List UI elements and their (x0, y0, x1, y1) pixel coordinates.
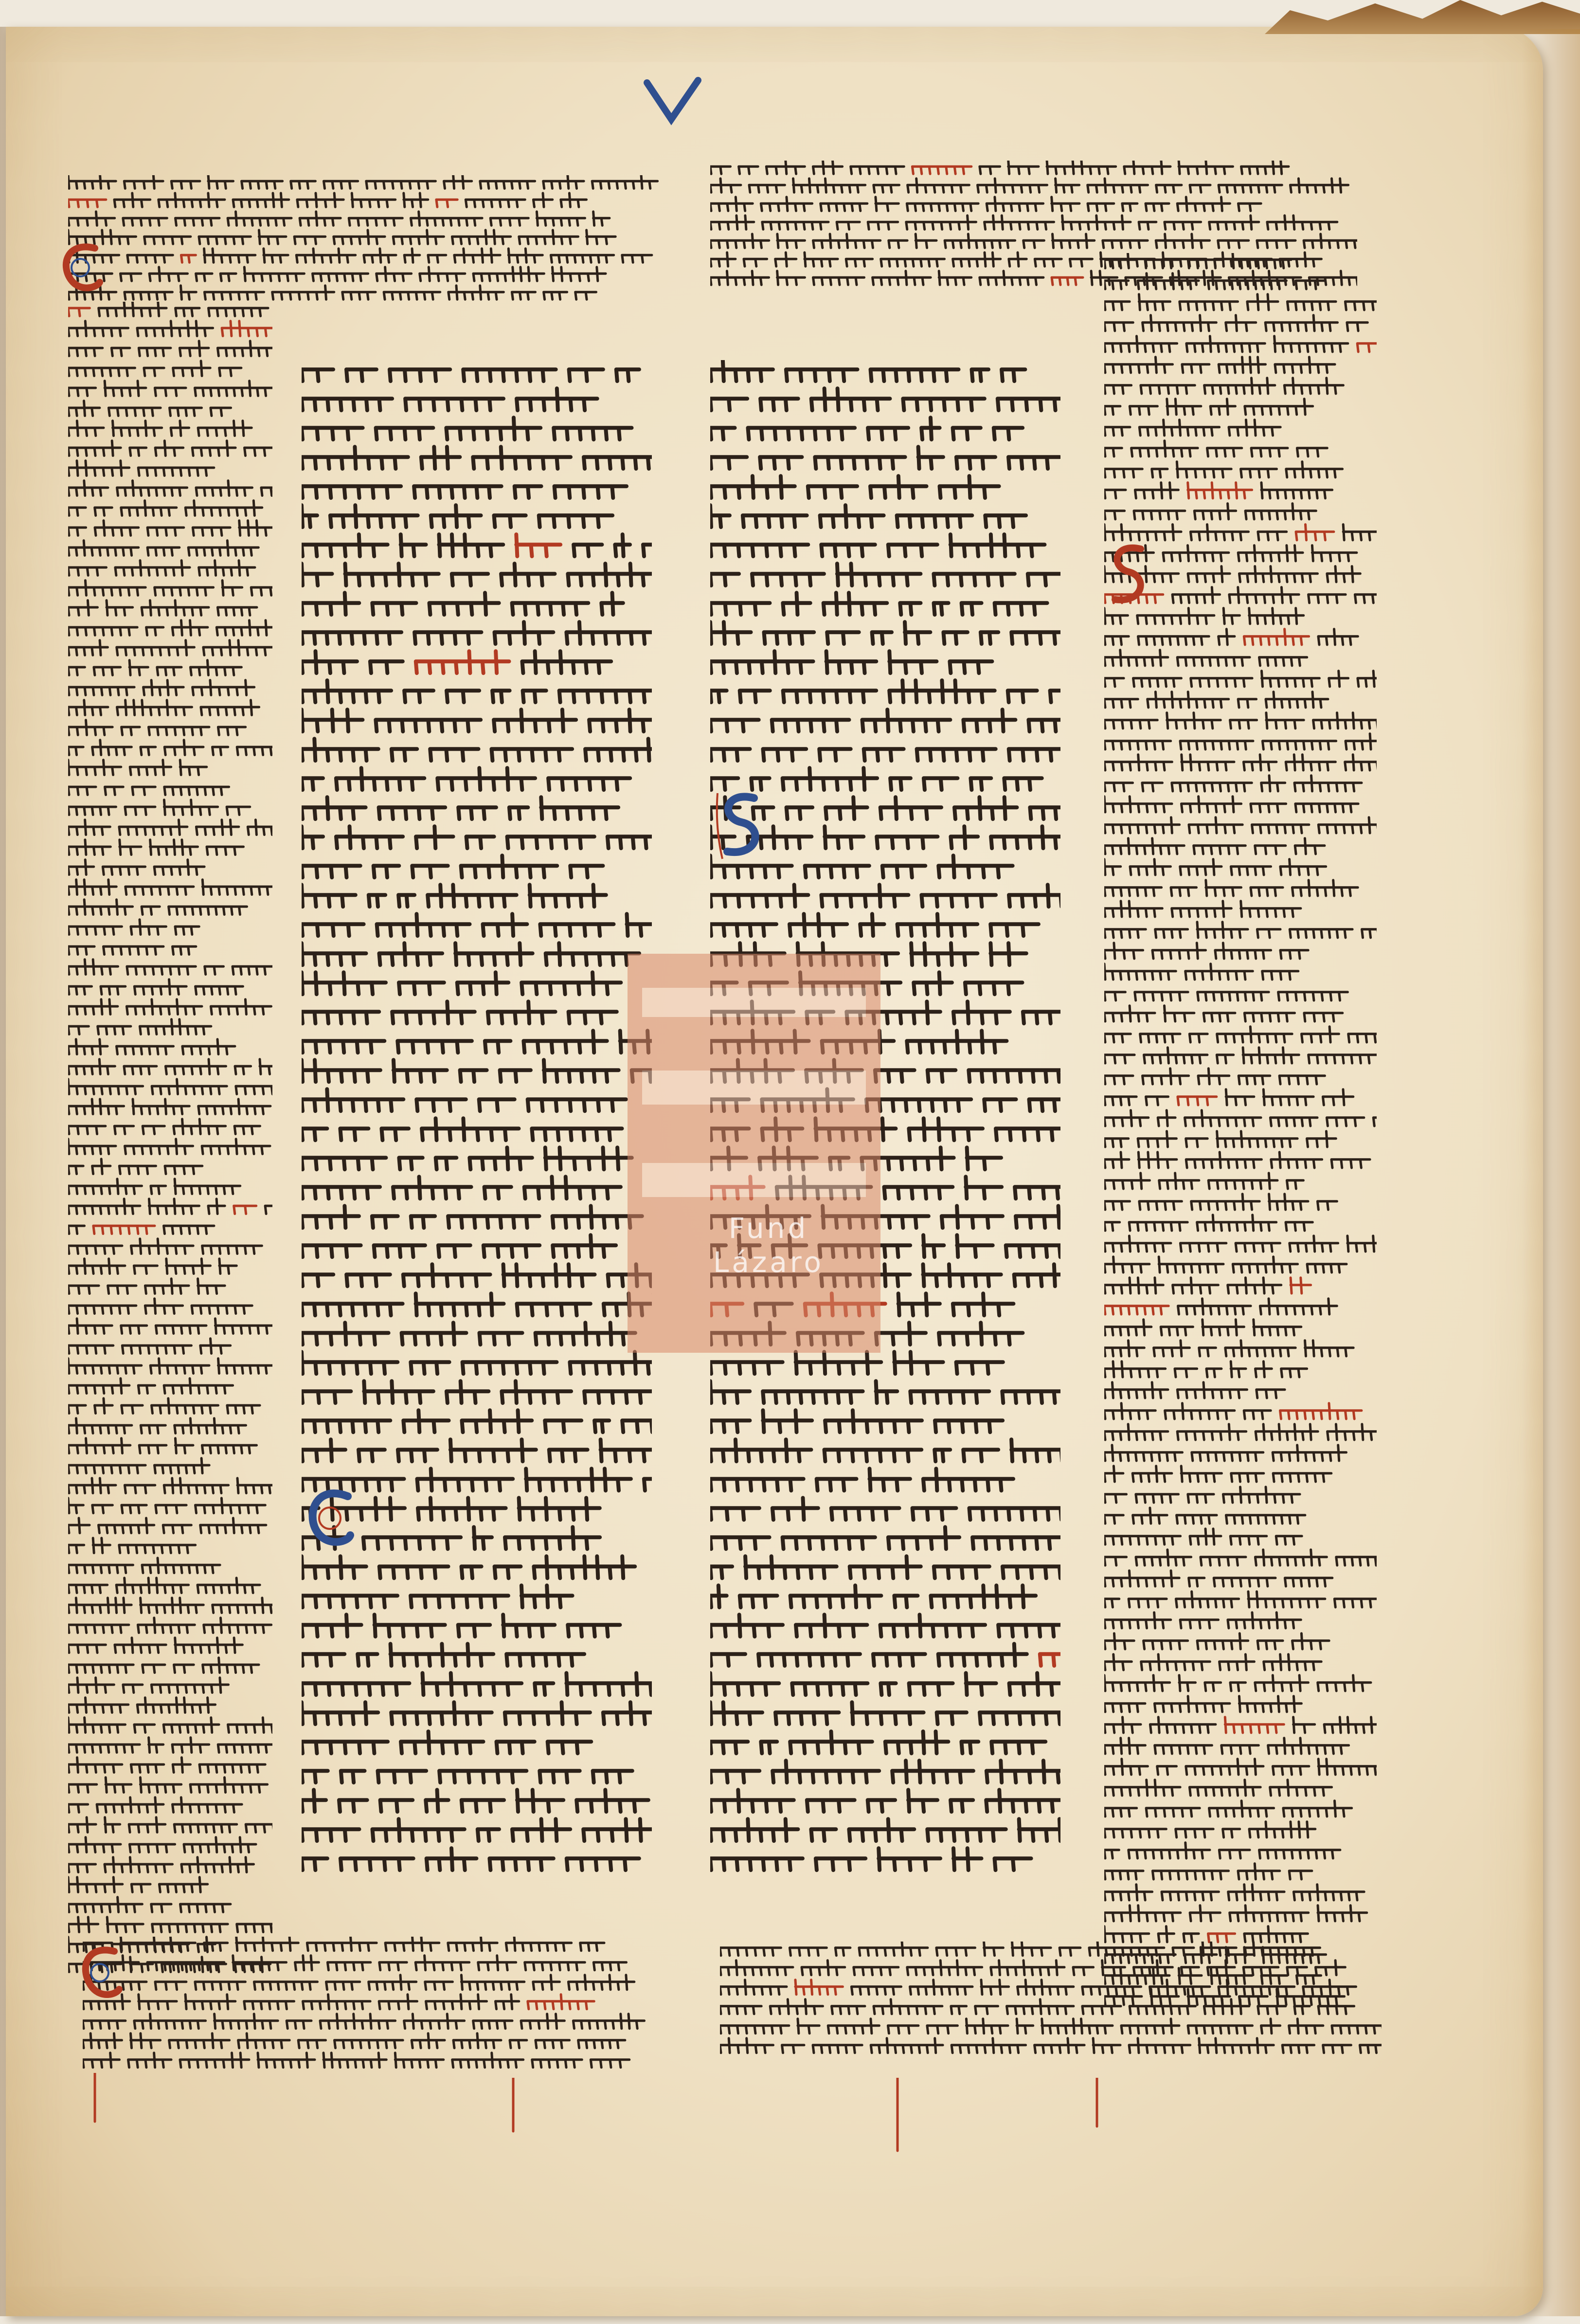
script-line (68, 302, 268, 316)
script-line (68, 980, 243, 995)
script-line (68, 421, 251, 436)
script-line (302, 1089, 626, 1111)
edge-stain (1522, 29, 1580, 2316)
script-line (1104, 734, 1377, 749)
script-line (710, 1527, 1060, 1549)
script-line (1104, 1445, 1347, 1461)
script-line (1104, 1048, 1377, 1063)
script-line (302, 1118, 622, 1140)
script-line (1104, 1906, 1367, 1921)
script-line (68, 481, 272, 496)
script-line (68, 1678, 229, 1693)
script-line (68, 521, 272, 536)
script-line (68, 960, 272, 975)
script-line (710, 1673, 1060, 1695)
script-line (1104, 462, 1343, 477)
script-line (1104, 1466, 1331, 1482)
script-line (1104, 273, 1325, 289)
script-line (68, 1458, 209, 1473)
script-line (68, 1698, 215, 1713)
script-line (302, 1702, 652, 1724)
script-line (1104, 1424, 1377, 1440)
foundation-logo-icon (628, 954, 880, 1353)
script-line (1104, 1571, 1332, 1586)
script-line (710, 1790, 1060, 1812)
script-line (68, 1758, 265, 1773)
script-line (83, 1975, 634, 1990)
script-line (710, 360, 1025, 381)
script-line (302, 914, 652, 936)
script-line (1104, 1403, 1362, 1419)
script-line (302, 1585, 573, 1607)
script-line (68, 1199, 272, 1214)
script-line (1104, 1696, 1301, 1712)
script-line (302, 1323, 635, 1344)
script-line (302, 1673, 652, 1695)
script-line (68, 600, 257, 616)
script-line (1104, 420, 1280, 436)
script-line (1104, 1801, 1352, 1816)
script-line (1104, 1341, 1353, 1356)
decorated-initial-bottom-left (73, 1942, 126, 2005)
script-line (710, 1498, 1060, 1520)
script-line (302, 680, 652, 702)
script-line (68, 175, 658, 188)
script-line (710, 651, 992, 673)
script-line (710, 1352, 1003, 1374)
script-line (68, 193, 587, 207)
script-line (302, 797, 618, 819)
script-line (1104, 1320, 1301, 1335)
script-line (1104, 650, 1307, 666)
script-line (1104, 755, 1377, 770)
script-line (68, 212, 610, 226)
script-line (68, 1059, 272, 1074)
script-line (68, 1498, 265, 1513)
gloss-right-column (1104, 253, 1377, 2015)
decorated-initial-s-right (1104, 540, 1153, 608)
script-line (710, 622, 1060, 644)
script-line (68, 680, 254, 695)
script-line (1104, 608, 1304, 624)
script-line (68, 920, 199, 935)
script-line (1104, 943, 1308, 959)
script-line (1104, 1257, 1347, 1272)
script-line (68, 620, 272, 635)
script-line (1104, 817, 1377, 833)
script-line (83, 2034, 625, 2048)
script-line (68, 860, 204, 875)
script-line (68, 1398, 260, 1414)
script-line (302, 1410, 652, 1432)
script-line (302, 1206, 642, 1228)
script-line (710, 914, 1039, 936)
script-line (1104, 1926, 1308, 1942)
script-line (710, 680, 1060, 702)
script-line (302, 534, 652, 556)
script-line (302, 593, 623, 615)
script-line (710, 161, 1289, 174)
script-line (710, 593, 1047, 615)
script-line (302, 486, 627, 498)
watermark-line-2: Lázaro (713, 1246, 824, 1279)
watermark-line-1: Fund (728, 1212, 809, 1245)
script-line (302, 1790, 648, 1812)
script-line (68, 1917, 272, 1932)
script-line (68, 1718, 272, 1733)
script-line (302, 709, 652, 731)
script-line (68, 1139, 270, 1154)
script-line (710, 768, 1042, 790)
script-line (1104, 525, 1377, 540)
script-line (1104, 1194, 1337, 1210)
gloss-top-left (68, 175, 662, 307)
script-line (83, 2053, 629, 2068)
script-line (302, 768, 630, 790)
script-line (710, 885, 1060, 907)
script-line (68, 660, 241, 675)
script-line (68, 321, 272, 336)
script-line (68, 1438, 257, 1453)
script-line (1104, 1382, 1285, 1398)
script-line (302, 1731, 591, 1753)
script-line (68, 541, 258, 556)
script-line (68, 1379, 233, 1394)
script-line (710, 749, 1060, 761)
script-line (68, 1797, 242, 1813)
script-line (68, 1598, 272, 1613)
script-line (1104, 1173, 1303, 1189)
script-line (1104, 1487, 1300, 1503)
script-line (1104, 1843, 1340, 1858)
script-line (302, 1771, 632, 1782)
line-flourish-4 (88, 2073, 102, 2126)
script-line (710, 1702, 1060, 1724)
script-line (1104, 1822, 1315, 1837)
script-line (1104, 504, 1316, 519)
script-line (68, 1179, 240, 1194)
script-line (68, 401, 231, 416)
script-line (1104, 1299, 1337, 1314)
script-line (302, 885, 606, 907)
script-line (1104, 1654, 1321, 1670)
script-line (1104, 629, 1358, 645)
script-line (68, 900, 247, 915)
script-line (1104, 1634, 1329, 1649)
script-line (68, 1039, 235, 1054)
script-line (1104, 859, 1326, 875)
script-line (68, 501, 262, 516)
script-line (720, 2038, 1382, 2053)
script-line (710, 1819, 1060, 1841)
script-line (1104, 253, 1291, 268)
script-line (1104, 922, 1377, 938)
script-line (1104, 1613, 1301, 1628)
script-line (302, 1177, 621, 1198)
script-line (710, 1644, 1060, 1666)
script-line (1104, 671, 1377, 687)
script-line (68, 267, 606, 281)
script-line (68, 1319, 272, 1334)
script-line (302, 622, 652, 644)
script-line (302, 651, 611, 673)
line-flourish-1 (506, 2078, 521, 2136)
script-line (1104, 901, 1301, 917)
script-line (710, 1381, 1060, 1403)
script-line (710, 1439, 1060, 1461)
script-line (302, 418, 632, 439)
script-line (68, 1618, 271, 1633)
script-line (302, 1235, 616, 1257)
script-line (68, 1877, 208, 1892)
script-line (68, 1239, 262, 1254)
script-line (1104, 378, 1343, 394)
script-line (302, 826, 652, 848)
script-line (68, 341, 272, 356)
script-line (68, 1478, 272, 1493)
script-line (68, 800, 250, 815)
script-line (1104, 1278, 1311, 1293)
script-line (302, 1381, 652, 1403)
script-line (1104, 776, 1362, 791)
script-line (302, 1264, 652, 1286)
script-line (1104, 713, 1377, 728)
script-line (302, 855, 603, 877)
script-line (710, 179, 1348, 193)
decorated-initial-s (715, 788, 769, 861)
script-line (710, 1615, 1060, 1636)
script-line (720, 1980, 1356, 1995)
script-line (710, 1731, 1045, 1753)
script-line (68, 700, 259, 715)
script-line (68, 1019, 211, 1035)
script-line (710, 1556, 1060, 1578)
script-line (302, 1848, 639, 1870)
script-line (68, 1658, 259, 1673)
script-line (68, 381, 272, 396)
script-line (1104, 964, 1298, 980)
script-line (1104, 1738, 1349, 1754)
script-line (68, 640, 272, 655)
script-line (68, 1837, 256, 1852)
script-line (68, 1339, 231, 1354)
script-line (1104, 315, 1367, 331)
script-line (302, 447, 652, 469)
script-line (1104, 1236, 1377, 1252)
script-line (302, 739, 652, 761)
gloss-left-column (68, 302, 272, 1995)
script-line (68, 230, 615, 244)
decorated-initial-top-left (54, 238, 107, 297)
script-line (83, 1995, 594, 2009)
script-line (710, 534, 1044, 556)
folio-mark (642, 73, 705, 127)
script-line (68, 581, 272, 596)
script-line (83, 1937, 604, 1951)
script-line (302, 388, 597, 410)
script-line (68, 1558, 220, 1573)
script-line (710, 563, 1060, 585)
script-line (1104, 1027, 1377, 1042)
script-line (68, 1079, 272, 1094)
script-line (1104, 1529, 1302, 1544)
script-line (302, 1001, 617, 1023)
script-line (1104, 1006, 1343, 1021)
script-line (302, 563, 652, 585)
script-line (1104, 1759, 1377, 1775)
script-line (302, 1556, 635, 1578)
script-line (68, 760, 207, 775)
script-line (302, 943, 639, 965)
script-line (68, 561, 255, 576)
script-line (1104, 1069, 1325, 1084)
script-line (1104, 992, 1347, 1000)
script-line (710, 216, 1337, 230)
script-line (68, 286, 596, 300)
script-line (68, 1418, 246, 1434)
script-line (1104, 1089, 1353, 1105)
script-line (1104, 1550, 1377, 1565)
script-line (1104, 441, 1327, 456)
script-line (1104, 1864, 1312, 1879)
script-line (83, 1956, 627, 1970)
script-line (68, 1817, 272, 1833)
script-line (710, 418, 1023, 439)
script-line (1104, 1592, 1377, 1607)
script-line (710, 1848, 1031, 1870)
script-line (68, 1538, 196, 1553)
script-line (68, 1738, 272, 1753)
script-line (1104, 1131, 1336, 1147)
script-line (1104, 1215, 1312, 1231)
script-line (1104, 1780, 1332, 1796)
script-line (1104, 294, 1377, 310)
decorated-initial-c (302, 1484, 360, 1552)
script-line (68, 1279, 225, 1294)
script-line (1104, 692, 1328, 708)
script-line (1104, 399, 1313, 415)
script-line (1104, 1362, 1307, 1377)
script-line (1104, 1717, 1377, 1733)
script-line (68, 787, 229, 795)
script-line (302, 1439, 652, 1461)
script-line (1104, 1885, 1364, 1900)
script-line (302, 1615, 620, 1636)
script-line (68, 1226, 214, 1234)
script-line (68, 946, 196, 954)
script-line (302, 1031, 652, 1053)
script-line (68, 461, 214, 476)
script-line (302, 972, 621, 994)
script-line (302, 369, 639, 381)
script-line (68, 880, 272, 895)
script-line (83, 2014, 645, 2029)
script-line (720, 2019, 1382, 2034)
script-line (720, 1961, 1345, 1975)
script-line (710, 197, 1261, 211)
script-line (302, 1147, 632, 1169)
script-line (710, 1410, 1003, 1432)
script-line (1104, 838, 1325, 854)
script-line (710, 388, 1060, 410)
script-line (710, 1469, 1013, 1490)
script-line (1104, 1110, 1377, 1126)
script-line (68, 249, 652, 263)
line-flourish-2 (890, 2078, 905, 2156)
script-line (68, 1119, 260, 1134)
script-line (68, 1159, 202, 1174)
script-line (68, 1638, 242, 1653)
gloss-bottom-right (720, 1942, 1382, 2063)
script-line (302, 1644, 584, 1666)
script-line (302, 1819, 652, 1841)
script-line (1104, 880, 1358, 896)
script-line (68, 1897, 231, 1912)
script-line (68, 1099, 270, 1114)
script-line (720, 1999, 1354, 2014)
script-line (68, 840, 244, 855)
script-line (68, 1578, 260, 1593)
script-line (720, 1942, 1320, 1956)
script-line (1104, 1675, 1371, 1691)
script-line (710, 1761, 1060, 1782)
script-line (68, 441, 272, 456)
line-flourish-3 (1090, 2078, 1104, 2131)
script-line (68, 1359, 272, 1374)
script-line (68, 1778, 268, 1793)
script-line (1104, 1152, 1370, 1168)
text-column-a (302, 360, 652, 1888)
script-line (302, 1293, 652, 1315)
script-line (710, 1585, 1036, 1607)
script-line (302, 505, 612, 527)
script-line (68, 1299, 252, 1314)
script-line (68, 1259, 236, 1274)
script-line (68, 1857, 254, 1872)
script-line (1104, 797, 1358, 812)
script-line (68, 1518, 266, 1533)
script-line (1104, 336, 1377, 352)
script-line (710, 447, 1059, 469)
script-line (710, 505, 1026, 527)
script-line (1104, 357, 1335, 373)
script-line (710, 234, 1357, 248)
script-line (1104, 483, 1332, 498)
script-line (710, 709, 1060, 731)
script-line (68, 720, 246, 735)
script-line (68, 740, 272, 755)
script-line (302, 1352, 652, 1374)
script-line (68, 999, 271, 1015)
gloss-bottom-left (83, 1937, 657, 2073)
script-line (302, 1060, 652, 1082)
script-line (1104, 1508, 1305, 1524)
script-line (68, 820, 272, 835)
script-line (710, 476, 999, 498)
script-line (68, 361, 241, 376)
